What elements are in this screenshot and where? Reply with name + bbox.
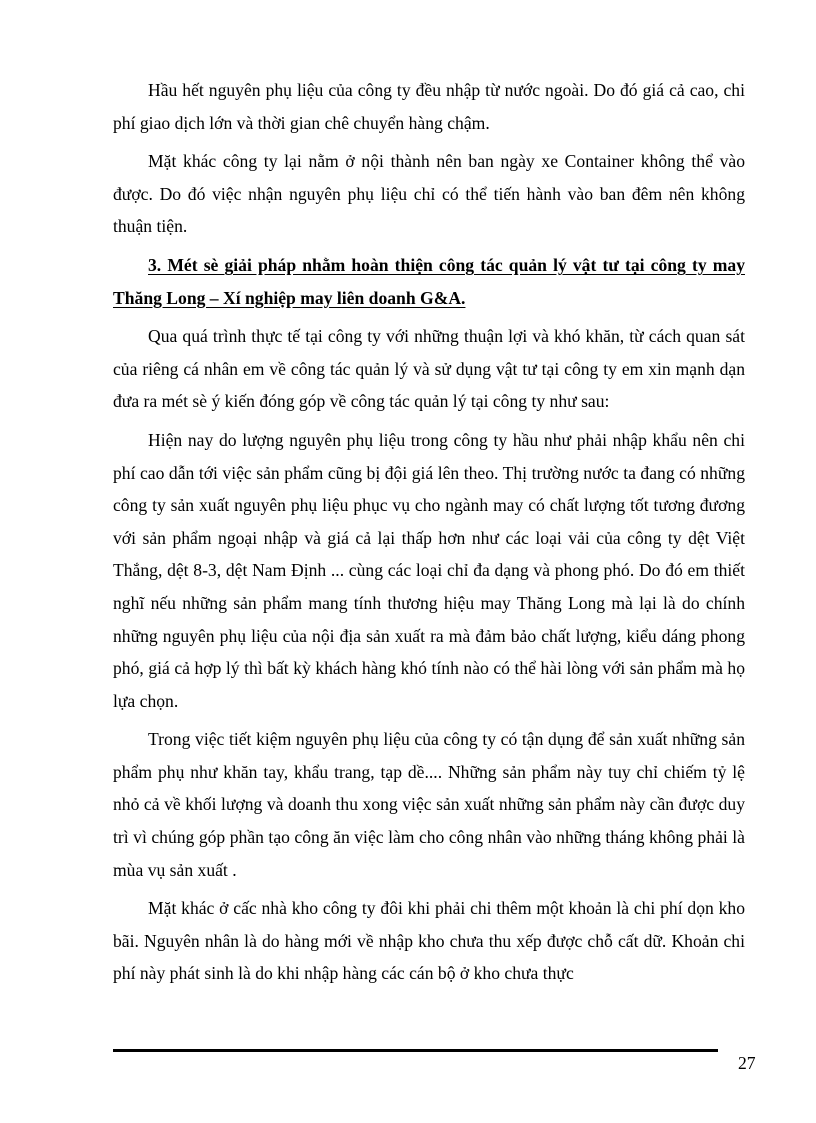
paragraph-warehouse-costs: Mặt khác ở cấc nhà kho công ty đôi khi phải chi thêm một khoản là chi phí dọn kho bãi. Nguyên nhân là do hàng mới về nhập kho chưa thu xếp được chỗ cất dữ. Khoản chi phí này phát sinh là do khi nhập hàng các cán bộ ở kho chưa thực: [113, 898, 745, 984]
paragraph-introduction: Qua quá trình thực tế tại công ty với những thuận lợi và khó khăn, từ cách quan sát của riêng cá nhân em về công tác quản lý và sử dụng vật tư tại công ty em xin mạnh dạn đưa ra mét sè ý kiến đóng góp về công tác quản lý tại công ty như sau:: [113, 326, 745, 412]
section-heading: 3. Mét sè giải pháp nhằm hoàn thiện công tác quản lý vật tư tại công ty may Thăng Long – Xí nghiệp may liên doanh G&A.: [113, 254, 745, 308]
paragraph-domestic-materials: Hiện nay do lượng nguyên phụ liệu trong công ty hầu như phải nhập khẩu nên chi phí cao dẫn tới việc sản phẩm cũng bị đội giá lên theo. Thị trường nước ta đang có những công ty sản xuất nguyên phụ liệu phục vụ cho ngành may có chất lượng tốt tương đương với sản phẩm ngoại nhập và giá cả lại thấp hơn như các loại vải của công ty dệt Việt Thắng, dệt 8-3, dệt Nam Định ... cùng các loại chỉ đa dạng và phong phó. Do đó em thiết nghĩ nếu những sản phẩm mang tính thương hiệu may Thăng Long mà lại là do chính những nguyên phụ liệu của nội địa sản xuất ra mà đảm bảo chất lượng, kiểu dáng phong phó, giá cả hợp lý thì bất kỳ khách hàng khó tính nào có thể hài lòng với sản phẩm mà họ lựa chọn.: [113, 429, 745, 711]
paragraph-by-products: Trong việc tiết kiệm nguyên phụ liệu của công ty có tận dụng để sản xuất những sản phẩm phụ như khăn tay, khẩu trang, tạp dề.... Những sản phẩm này tuy chỉ chiếm tỷ lệ nhỏ cả về khối lượng và doanh thu xong việc sản xuất những sản phẩm này cần được duy trì vì chúng góp phần tạo công ăn việc làm cho công nhân vào những tháng không phải là mùa vụ sản xuất .: [113, 729, 745, 880]
body-text: [113, 74, 745, 996]
paragraph-imported-materials: Hầu hết nguyên phụ liệu của công ty đều nhập từ nước ngoài. Do đó giá cả cao, chi phí giao dịch lớn và thời gian chê chuyển hàng chậm.: [113, 80, 745, 133]
page-number: 27: [738, 1053, 756, 1073]
paragraph-container-access: Mặt khác công ty lại nằm ở nội thành nên ban ngày xe Container không thể vào được. Do đó việc nhận nguyên phụ liệu chỉ có thể tiến hành vào ban đêm nên không thuận tiện.: [113, 151, 745, 237]
footer-divider: [113, 1049, 718, 1052]
